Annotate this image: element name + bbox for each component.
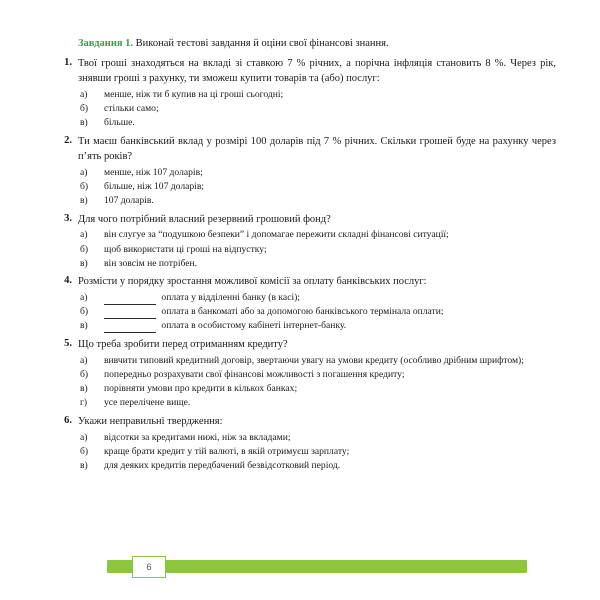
option-text: менше, ніж 107 доларів; (104, 166, 203, 178)
option-letter: в) (80, 194, 88, 206)
option-text: відсотки за кредитами нижі, ніж за вкладами; (104, 431, 291, 443)
answer-blank[interactable] (104, 296, 156, 305)
option-item (78, 431, 556, 445)
question-item (44, 275, 556, 333)
option-text: більше, ніж 107 доларів; (104, 180, 205, 192)
options-list (78, 228, 556, 270)
option-item (78, 243, 556, 257)
option-letter: б) (80, 306, 89, 318)
option-letter: а) (80, 229, 88, 241)
answer-blank[interactable] (104, 310, 156, 319)
option-item (78, 396, 556, 410)
option-text: вивчити типовий кредитний договір, звертаючи увагу на умови кредиту (особливо дрібним шрифтом); (104, 354, 524, 366)
option-letter: а) (80, 89, 88, 101)
option-text: краще брати кредит у тій валюті, в якій отримуєш зарплату; (104, 445, 350, 457)
option-letter: а) (80, 354, 88, 366)
question-number: 5. (64, 337, 72, 349)
option-letter: б) (80, 180, 89, 192)
option-text: більше. (104, 117, 135, 129)
option-letter: б) (80, 103, 89, 115)
page-number-box (132, 556, 166, 578)
question-text: Що треба зробити перед отриманням кредиту? (78, 338, 288, 350)
option-letter: б) (80, 445, 89, 457)
option-letter: а) (80, 431, 88, 443)
option-text: менше, ніж ти б купив на ці гроші сьогодні; (104, 89, 284, 101)
question-text: Розмісти у порядку зростання можливої комісії за оплату банківських послуг: (78, 276, 427, 288)
option-item (78, 368, 556, 382)
option-letter: а) (80, 166, 88, 178)
question-number: 4. (64, 275, 72, 287)
option-letter: б) (80, 368, 89, 380)
question-number: 1. (64, 57, 72, 69)
page-footer (0, 556, 600, 578)
question-item (44, 213, 556, 271)
options-list (78, 88, 556, 130)
option-item (78, 166, 556, 180)
option-letter: в) (80, 459, 88, 471)
option-text: стільки само; (104, 103, 159, 115)
option-item (78, 319, 556, 333)
option-letter: б) (80, 243, 89, 255)
option-item (78, 180, 556, 194)
options-list (78, 291, 556, 333)
option-item (78, 194, 556, 208)
option-letter: в) (80, 383, 88, 395)
option-text: він зовсім не потрібен. (104, 257, 198, 269)
option-text: він слугуе за “подушкою безпеки” і допомагае пережити складні фінансові ситуації; (104, 229, 449, 241)
question-item (44, 135, 556, 208)
option-text: щоб використати ці гроші на відпустку; (104, 243, 267, 255)
question-item (44, 338, 556, 410)
question-number: 3. (64, 212, 72, 224)
option-item (78, 88, 556, 102)
options-list (78, 431, 556, 473)
option-letter: в) (80, 320, 88, 332)
option-letter: в) (80, 257, 88, 269)
option-item (78, 459, 556, 473)
option-item (78, 116, 556, 130)
option-text: попередньо розрахувати свої фінансові можливості з погашення кредиту; (104, 368, 405, 380)
question-number: 6. (64, 414, 72, 426)
option-letter: в) (80, 117, 88, 129)
option-item (78, 102, 556, 116)
question-item (44, 57, 556, 130)
option-text: 107 доларів. (104, 194, 154, 206)
answer-blank[interactable] (104, 324, 156, 333)
option-text: усе перелічене вище. (104, 397, 191, 409)
footer-decorative-bar (107, 560, 527, 573)
question-text: Укажи неправильні твердження: (78, 415, 223, 427)
option-item (78, 382, 556, 396)
options-list (78, 166, 556, 208)
option-letter: а) (80, 292, 88, 304)
option-item (78, 291, 556, 305)
question-item (44, 415, 556, 473)
option-text: оплата у відділенні банку (в касі); (161, 292, 300, 304)
option-text: для деяких кредитів передбачений безвідсотковий період. (104, 459, 341, 471)
question-text: Для чого потрібний власний резервний грошовий фонд? (78, 213, 331, 225)
option-item (78, 305, 556, 319)
question-text: Ти маєш банківський вклад у розмірі 100 доларів під 7 % річних. Скільки грошей буде на рахунку через п’ять років? (78, 135, 556, 162)
option-text: оплата в банкоматі або за допомогою банківського термінала оплати; (161, 306, 444, 318)
option-item (78, 445, 556, 459)
option-item (78, 228, 556, 242)
option-letter: г) (80, 397, 88, 409)
questions-list (44, 57, 556, 472)
task-intro (44, 36, 556, 51)
option-text: оплата в особистому кабінеті інтернет-банку. (161, 320, 347, 332)
question-number: 2. (64, 134, 72, 146)
option-text: порівняти умови про кредити в кількох банках; (104, 383, 298, 395)
option-item (78, 354, 556, 368)
page-number: 6 (146, 561, 152, 573)
task-intro-text: Виконай тестові завдання й оціни свої фінансові знання. (133, 38, 389, 49)
task-label: Завдання 1. (78, 38, 134, 49)
question-text: Твої гроші знаходяться на вкладі зі ставкою 7 % річних, а порічна інфляція становить 8 %. Через рік, знявши гроші з рахунку, ти зможеш купити товарів та (або) послуг: (78, 58, 556, 85)
option-item (78, 257, 556, 271)
options-list (78, 354, 556, 410)
